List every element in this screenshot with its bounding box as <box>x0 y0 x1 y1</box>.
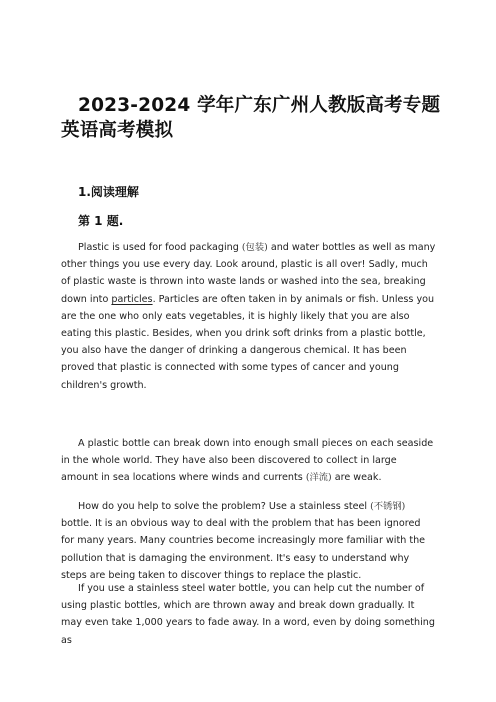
chinese-gloss: (包装) <box>241 242 268 253</box>
chinese-gloss: (洋流) <box>305 472 332 484</box>
paragraph-text: How do you help to solve the problem? Use a stainless steel <box>78 501 371 512</box>
paragraph-text: . Particles are often taken in by animals or fish. Unless you are the one who only eats vegetables, it is highly likely that you are also eating this plastic. Besides, when you drink soft drinks from a plastic bottle, you also have the danger of drinking a dangerous chemical. It has been proved that plastic is connected with some types of cancer and young children's growth. <box>61 293 435 391</box>
document-title: 2023-2024 学年广东广州人教版高考专题英语高考模拟 <box>61 95 441 141</box>
passage-paragraph-1 <box>61 239 436 394</box>
section-heading: 1.阅读理解 <box>78 185 139 199</box>
passage-paragraph-3 <box>61 498 436 584</box>
chinese-gloss: (不锈钢) <box>370 501 406 512</box>
passage-paragraph-4 <box>61 580 436 649</box>
underlined-word: particles <box>111 293 153 305</box>
paragraph-text: bottle. It is an obvious way to deal with the problem that has been ignored for many years. Many countries become increasingly more familiar with the pollution that is damaging the environment. It's easy to understand why steps are being taken to discover things to replace the plastic. <box>61 518 426 581</box>
paragraph-text: are weak. <box>331 472 382 484</box>
paragraph-text: If you use a stainless steel water bottle, you can help cut the number of using plastic bottles, which are thrown away and break down gradually. It may even take 1,000 years to fade away. In a word, even by doing something as <box>61 583 435 646</box>
paragraph-text: Plastic is used for food packaging <box>78 242 242 253</box>
paragraph-text: and water bottles as well as many other things you use every day. Look around, plastic is all over! Sadly, much of plastic waste is thrown into waste lands or washed into the sea, breaking down into <box>61 242 436 305</box>
paragraph-text: A plastic bottle can break down into enough small pieces on each seaside in the whole world. They have also been discovered to collect in large amount in sea locations where winds and currents <box>61 438 434 484</box>
passage-paragraph-2 <box>61 435 436 487</box>
question-heading: 第 1 题. <box>78 214 124 228</box>
